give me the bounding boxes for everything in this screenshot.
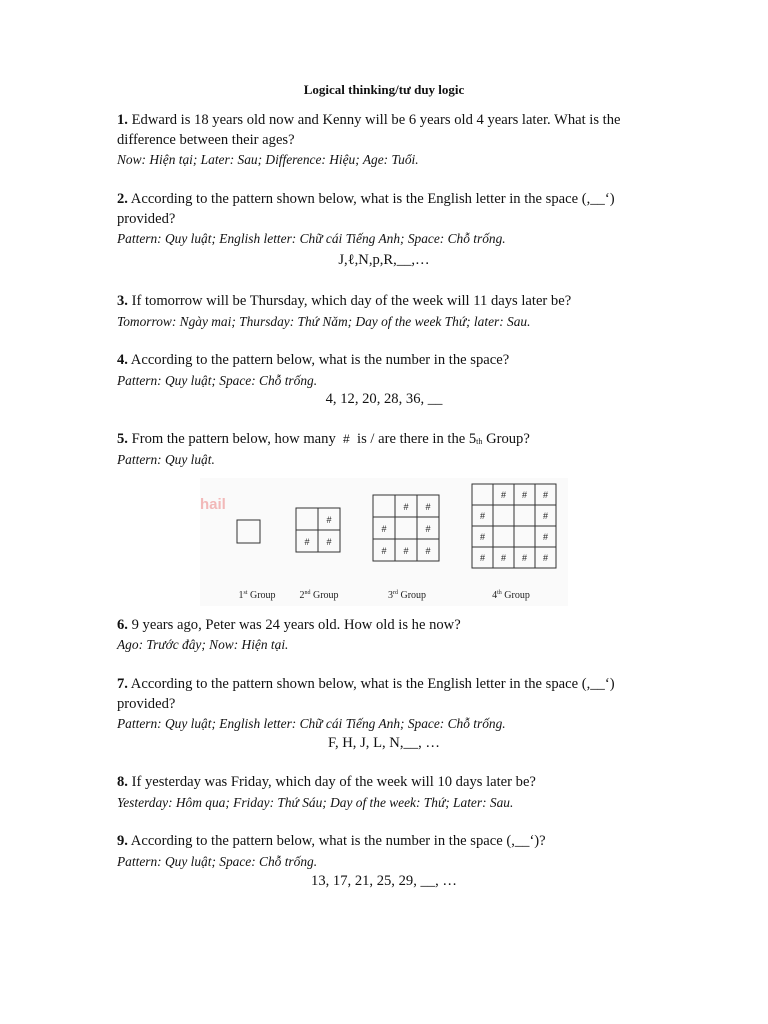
question-text: Group? [486,431,530,447]
question-5-gloss: Pattern: Quy luật. [117,452,215,467]
question-number: 1. [117,112,128,128]
group-caption: 4th Group [492,590,530,601]
question-9-gloss: Pattern: Quy luật; Space: Chỗ trống. [117,854,318,869]
question-7-pattern: F, H, J, L, N,__, … [328,735,440,751]
hash-cell: # [425,502,431,512]
question-number: 8. [117,774,128,790]
hash-cell: # [381,524,387,534]
question-text: 9 years ago, Peter was 24 years old. How old is he now? [131,617,461,633]
question-number: 6. [117,617,128,633]
question-text: According to the pattern below, what is the number in the space (,__‘)? [130,833,546,849]
hash-cell: # [304,537,310,547]
hash-cell: # [521,553,528,563]
question-2-pattern: J,ℓ,N,p,R,__,… [338,252,430,268]
question-3 [117,292,647,312]
pattern-figure [200,478,568,606]
group-caption: 1st Group [238,590,276,601]
question-text: According to the pattern shown below, what is the English letter in the space (,__‘) provided? [117,676,615,712]
question-text: Edward is 18 years old now and Kenny will be 6 years old 4 years later. What is the difference between their ages? [117,112,621,148]
hash-cell: # [479,553,486,563]
question-6 [117,616,647,636]
hash-cell: # [403,502,409,512]
hash-cell: # [479,511,486,521]
question-number: 7. [117,676,128,692]
hash-cell: # [403,546,409,556]
hash-cell: # [542,490,549,500]
question-4-pattern: 4, 12, 20, 28, 36, __ [325,391,443,407]
hash-cell: # [425,524,431,534]
hash-cell: # [326,537,332,547]
groups-diagram [200,478,568,606]
question-8-gloss: Yesterday: Hôm qua; Friday: Thứ Sáu; Day of the week: Thứ; Later: Sau. [117,795,514,810]
question-9 [117,832,647,852]
group-caption: 2nd Group [299,590,339,601]
question-text: From the pattern below, how many [131,431,336,447]
hash-cell: # [425,546,431,556]
question-number: 9. [117,833,128,849]
question-2 [117,190,647,229]
question-text: If tomorrow will be Thursday, which day of the week will 11 days later be? [131,293,572,309]
hash-symbol: # [343,432,350,446]
question-number: 5. [117,431,128,447]
question-text: If yesterday was Friday, which day of the week will 10 days later be? [131,774,536,790]
hash-cell: # [542,511,549,521]
question-9-pattern: 13, 17, 21, 25, 29, __, … [311,873,457,889]
question-7-gloss: Pattern: Quy luật; English letter: Chữ cái Tiếng Anh; Space: Chỗ trống. [117,716,506,731]
question-2-gloss: Pattern: Quy luật; English letter: Chữ cái Tiếng Anh; Space: Chỗ trống. [117,231,506,246]
question-text: According to the pattern shown below, what is the English letter in the space (,__‘) provided? [117,191,615,227]
group-1 [237,520,260,543]
superscript: th [476,437,483,446]
group-caption: 3rd Group [387,590,427,601]
hash-cell: # [542,553,549,563]
group-2 [296,508,340,552]
hash-cell: # [500,553,507,563]
question-number: 3. [117,293,128,309]
question-1 [117,111,647,150]
watermark-text: hail [200,496,226,513]
question-4 [117,351,647,371]
question-number: 4. [117,352,128,368]
question-text: is / are there in the 5 [357,431,477,447]
hash-cell: # [326,515,332,525]
question-8 [117,773,647,793]
hash-cell: # [381,546,387,556]
question-5 [117,430,677,452]
question-text: According to the pattern below, what is the number in the space? [130,352,510,368]
question-7 [117,675,647,714]
worksheet-title: Logical thinking/tư duy logic [303,82,465,97]
hash-cell: # [521,490,528,500]
question-number: 2. [117,191,128,207]
hash-cell: # [500,490,507,500]
question-3-gloss: Tomorrow: Ngày mai; Thursday: Thứ Năm; Day of the week Thứ; later: Sau. [117,314,531,329]
question-4-gloss: Pattern: Quy luật; Space: Chỗ trống. [117,373,318,388]
hash-cell: # [542,532,549,542]
question-6-gloss: Ago: Trước đây; Now: Hiện tại. [117,637,289,652]
hash-cell: # [479,532,486,542]
question-1-gloss: Now: Hiện tại; Later: Sau; Difference: Hiệu; Age: Tuổi. [117,152,419,167]
